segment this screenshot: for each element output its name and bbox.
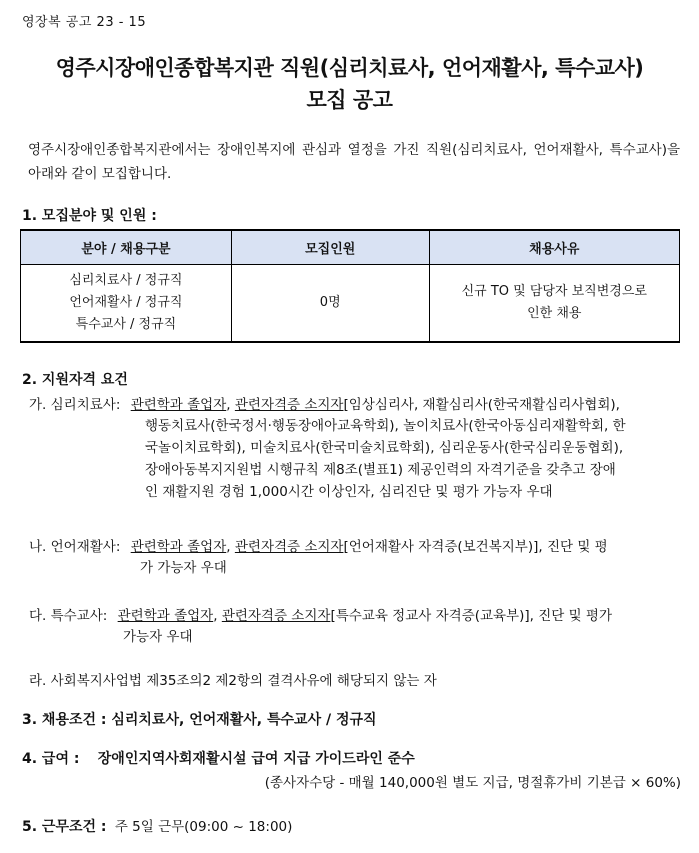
reason-line: 신규 TO 및 담당자 보직변경으로 xyxy=(461,284,647,299)
qualification-da-license: 관련자격증 소지자 xyxy=(221,608,331,624)
table-header-reason: 채용사유 xyxy=(429,230,679,265)
section5-heading: 5. 근무조건 : xyxy=(22,819,107,835)
section1-heading: 1. 모집분야 및 인원 : xyxy=(22,208,157,224)
qualification-ga xyxy=(29,393,620,413)
separator: , xyxy=(226,539,235,555)
section4-heading: 4. 급여 : xyxy=(22,751,80,767)
reason-line: 인한 채용 xyxy=(527,306,582,321)
qualification-ga-details xyxy=(145,415,680,503)
separator: , xyxy=(226,397,235,413)
qualification-da-label: 다. 특수교사: xyxy=(29,608,108,624)
table-cell-reason xyxy=(429,265,679,343)
section5 xyxy=(22,815,292,836)
table-header-count: 모집인원 xyxy=(231,230,429,265)
field-item: 심리치료사 / 정규직 xyxy=(69,273,183,288)
recruitment-table xyxy=(20,229,680,343)
page-title-line1: 영주시장애인종합복지관 직원(심리치료사, 언어재활사, 특수교사) xyxy=(55,56,644,80)
qualification-ga-line3: 국놀이치료학회), 미술치료사(한국미술치료학회), 심리운동사(한국심리운동협회), xyxy=(145,440,624,456)
qualification-ga-license: 관련자격증 소지자 xyxy=(234,397,344,413)
page-title-line2: 모집 공고 xyxy=(306,88,393,112)
section2-heading: 2. 지원자격 요건 xyxy=(22,372,128,388)
qualification-na-degree: 관련학과 졸업자 xyxy=(130,539,227,555)
qualification-ga-line5: 인 재활지원 경험 1,000시간 이상인자, 심리진단 및 평가 가능자 우대 xyxy=(145,484,553,500)
table-cell-count: 0명 xyxy=(231,265,429,343)
qualification-da-line1: [특수교육 정교사 자격증(교육부)], 진단 및 평가 xyxy=(330,608,612,624)
qualification-ga-line1: [임상심리사, 재활심리사(한국재활심리사협회), xyxy=(343,397,620,413)
intro-paragraph: 영주시장애인종합복지관에서는 장애인복지에 관심과 열정을 가진 직원(심리치료사, 언어재활사, 특수교사)을 아래와 같이 모집합니다. xyxy=(28,142,680,182)
section4-note: (종사자수당 - 매월 140,000원 별도 지급, 명절휴가비 기본급 × 60%) xyxy=(264,775,681,791)
field-item: 언어재활사 / 정규직 xyxy=(69,295,183,310)
section4 xyxy=(22,748,415,768)
qualification-da xyxy=(29,604,612,624)
table-header-row xyxy=(21,230,680,265)
qualification-ga-line2: 행동치료사(한국정서·행동장애아교육학회), 놀이치료사(한국아동심리재활학회, 한 xyxy=(145,418,626,434)
qualification-da-line2: 가능자 우대 xyxy=(123,629,193,645)
notice-number: 영장복 공고 23 - 15 xyxy=(22,15,147,30)
qualification-na-license: 관련자격증 소지자 xyxy=(234,539,344,555)
qualification-na-line1: [언어재활사 자격증(보건복지부)], 진단 및 평 xyxy=(343,539,608,555)
qualification-na xyxy=(29,535,608,555)
table-cell-fields xyxy=(21,265,232,343)
qualification-ga-degree: 관련학과 졸업자 xyxy=(130,397,227,413)
qualification-na-line2: 가 가능자 우대 xyxy=(140,560,227,576)
separator: , xyxy=(213,608,222,624)
section4-text: 장애인지역사회재활시설 급여 지급 가이드라인 준수 xyxy=(97,751,415,767)
table-header-field: 분야 / 채용구분 xyxy=(21,230,232,265)
section3-heading: 3. 채용조건 : 심리치료사, 언어재활사, 특수교사 / 정규직 xyxy=(22,712,377,728)
qualification-ga-line4: 장애아동복지지원법 시행규칙 제8조(별표1) 제공인력의 자격기준을 갖추고 장애 xyxy=(145,462,616,478)
section5-text: 주 5일 근무(09:00 ~ 18:00) xyxy=(114,819,293,835)
qualification-da-degree: 관련학과 졸업자 xyxy=(117,608,214,624)
qualification-ra: 라. 사회복지사업법 제35조의2 제2항의 결격사유에 해당되지 않는 자 xyxy=(29,673,437,689)
qualification-ga-label: 가. 심리치료사: xyxy=(29,397,121,413)
field-item: 특수교사 / 정규직 xyxy=(75,317,177,332)
qualification-na-label: 나. 언어재활사: xyxy=(29,539,121,555)
table-row xyxy=(21,265,680,343)
